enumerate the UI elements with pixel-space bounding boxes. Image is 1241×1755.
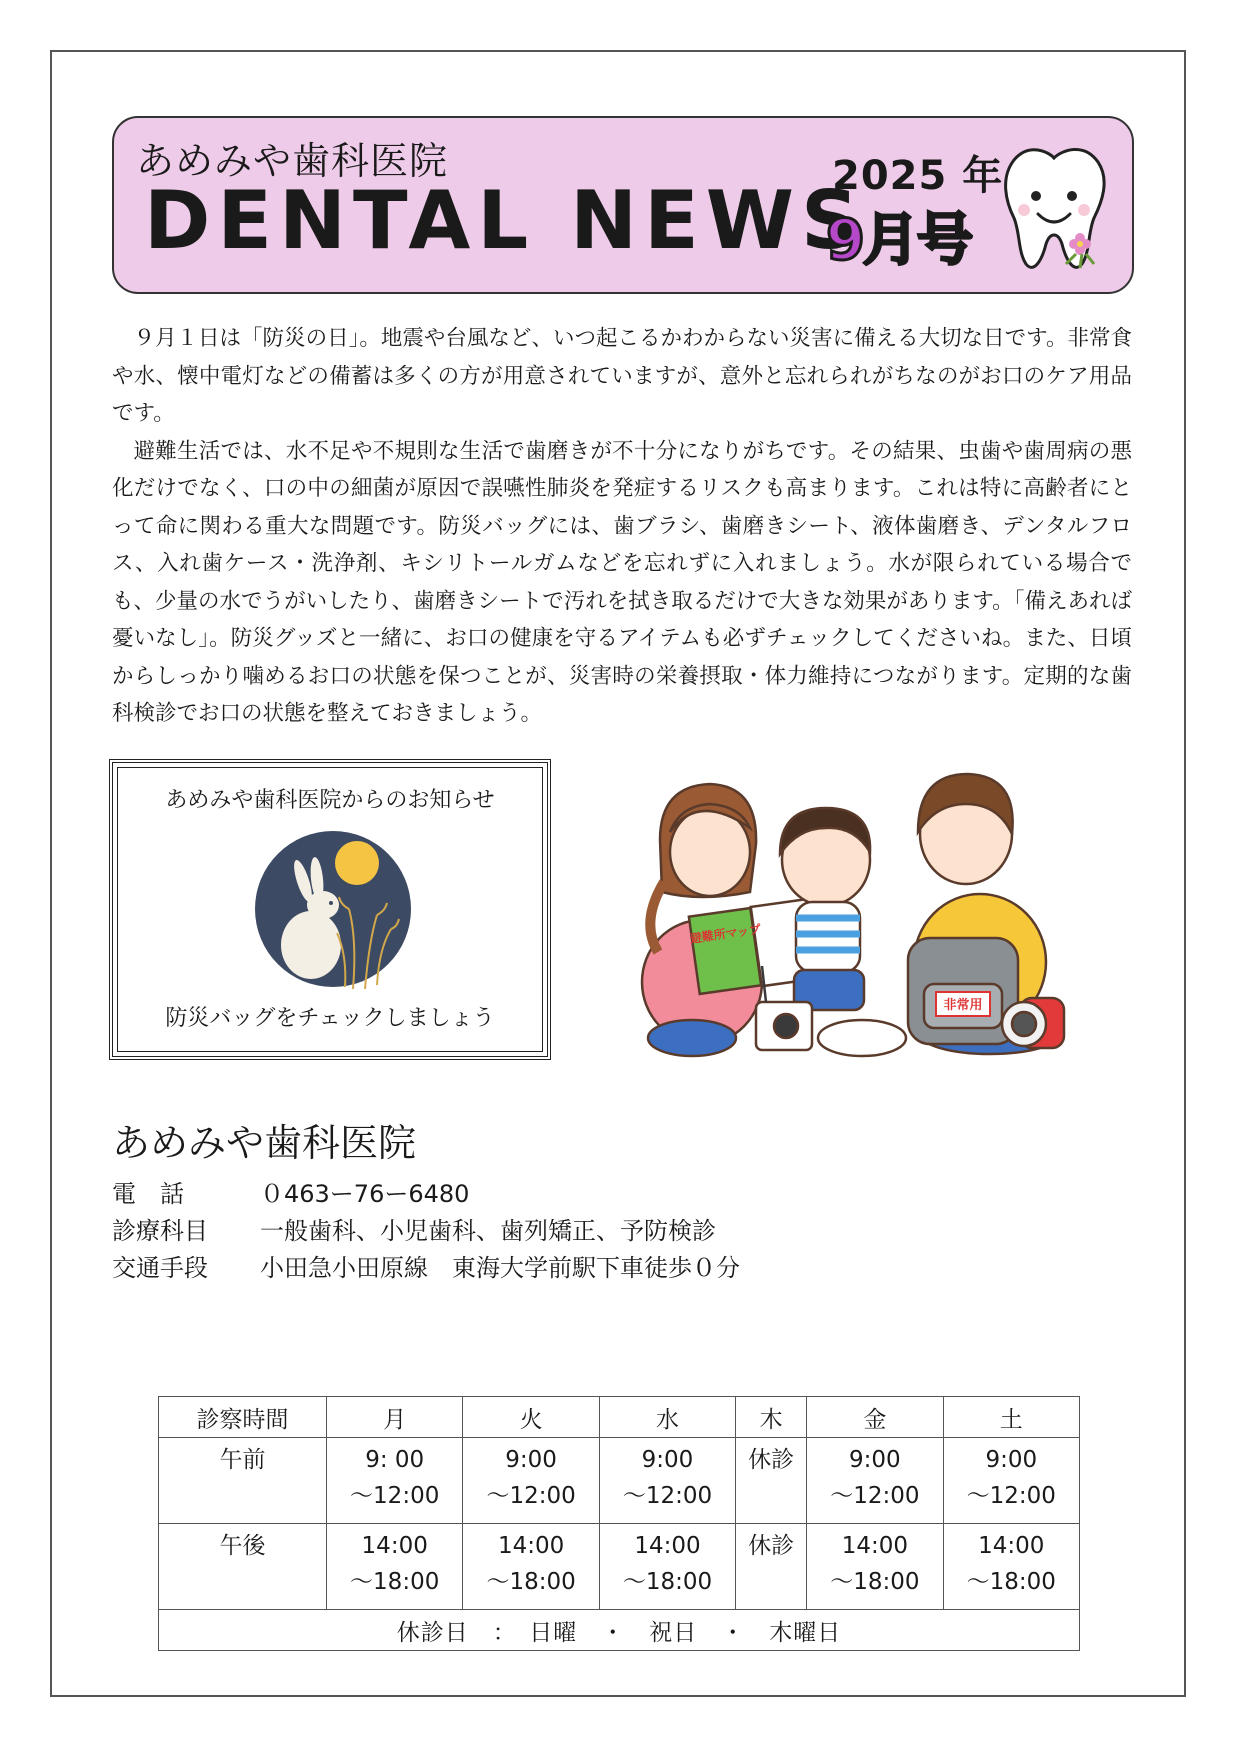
access-value: 小田急小田原線 東海大学前駅下車徒歩０分 — [260, 1254, 740, 1282]
department-value: 一般歯科、小児歯科、歯列矯正、予防検診 — [260, 1217, 716, 1245]
hours-header-cell: 診察時間 — [159, 1397, 327, 1438]
issue-month: 9月号 — [826, 208, 971, 273]
bag-label: 非常用 — [943, 998, 983, 1013]
hours-header-cell: 木 — [736, 1397, 807, 1438]
newsletter-header — [112, 116, 1134, 294]
hours-cell: 9:00 ～12:00 — [807, 1438, 943, 1524]
afternoon-label: 午後 — [159, 1524, 327, 1610]
hours-header-cell: 月 — [327, 1397, 463, 1438]
issue-year: 2025 年 — [832, 153, 1004, 199]
hours-cell: 14:00 ～18:00 — [943, 1524, 1079, 1610]
hours-cell: 14:00 ～18:00 — [807, 1524, 943, 1610]
morning-label: 午前 — [159, 1438, 327, 1524]
hours-header-cell: 水 — [599, 1397, 735, 1438]
phone-label: 電話 — [112, 1180, 208, 1208]
phone-number[interactable]: ０463ー76ー6480 — [260, 1180, 470, 1208]
newsletter-title: DENTAL NEWS — [144, 174, 866, 267]
hours-morning-row — [159, 1438, 1080, 1524]
hours-cell: 9:00 ～12:00 — [463, 1438, 599, 1524]
hours-cell: 休診 — [736, 1438, 807, 1524]
article-paragraph-1: ９月１日は「防災の日」。地震や台風など、いつ起こるかわからない災害に備える大切な日です。非常食や水、懐中電灯などの備蓄は多くの方が用意されていますが、意外と忘れられがちなのがお口のケア用品です。 — [112, 326, 1132, 426]
notice-box — [109, 759, 551, 1060]
hours-cell: 9:00 ～12:00 — [943, 1438, 1079, 1524]
hours-header-row — [159, 1397, 1080, 1438]
clinic-name: あめみや歯科医院 — [112, 1121, 417, 1165]
closed-days: 休診日 ： 日曜 ・ 祝日 ・ 木曜日 — [159, 1610, 1080, 1651]
consultation-hours-table — [158, 1396, 1080, 1651]
hours-cell: 9:00 ～12:00 — [599, 1438, 735, 1524]
article-body — [112, 320, 1132, 733]
clinic-info — [112, 1176, 740, 1287]
tooth-mascot-icon — [994, 140, 1114, 280]
department-label: 診療科目 — [112, 1217, 208, 1245]
phone-row — [112, 1176, 740, 1213]
notice-caption: 防災バッグをチェックしましょう — [165, 1006, 495, 1031]
map-label: 避難所マップ — [689, 922, 762, 946]
access-label: 交通手段 — [112, 1254, 208, 1282]
hours-cell: 14:00 ～18:00 — [327, 1524, 463, 1610]
hours-cell: 14:00 ～18:00 — [463, 1524, 599, 1610]
hours-afternoon-row — [159, 1524, 1080, 1610]
hours-header-cell: 金 — [807, 1397, 943, 1438]
hours-header-cell: 火 — [463, 1397, 599, 1438]
hours-cell: 休診 — [736, 1524, 807, 1610]
family-emergency-kit-icon — [640, 752, 1080, 1072]
department-row — [112, 1213, 740, 1250]
hours-closed-row — [159, 1610, 1080, 1651]
header-clinic-name: あめみや歯科医院 — [136, 139, 449, 183]
hours-cell: 9: 00 ～12:00 — [327, 1438, 463, 1524]
notice-title: あめみや歯科医院からのお知らせ — [165, 788, 495, 813]
hours-header-cell: 土 — [943, 1397, 1079, 1438]
access-row — [112, 1250, 740, 1287]
hours-cell: 14:00 ～18:00 — [599, 1524, 735, 1610]
moon-rabbit-icon — [253, 829, 413, 989]
article-paragraph-2: 避難生活では、水不足や不規則な生活で歯磨きが不十分になりがちです。その結果、虫歯や歯周病の悪化だけでなく、口の中の細菌が原因で誤嚥性肺炎を発症するリスクも高まります。これは特に高齢者にとって命に関わる重大な問題です。防災バッグには、歯ブラシ、歯磨きシート、液体歯磨き、デンタルフロス、入れ歯ケース・洗浄剤、キシリトールガムなどを忘れずに入れましょう。水が限られている場合でも、少量の水でうがいしたり、歯磨きシートで汚れを拭き取るだけで大きな効果があります。「備えあれば憂いなし」。防災グッズと一緒に、お口の健康を守るアイテムも必ずチェックしてくださいね。また、日頃からしっかり噛めるお口の状態を保つことが、災害時の栄養摂取・体力維持につながります。定期的な歯科検診でお口の状態を整えておきましょう。 — [112, 438, 1132, 726]
